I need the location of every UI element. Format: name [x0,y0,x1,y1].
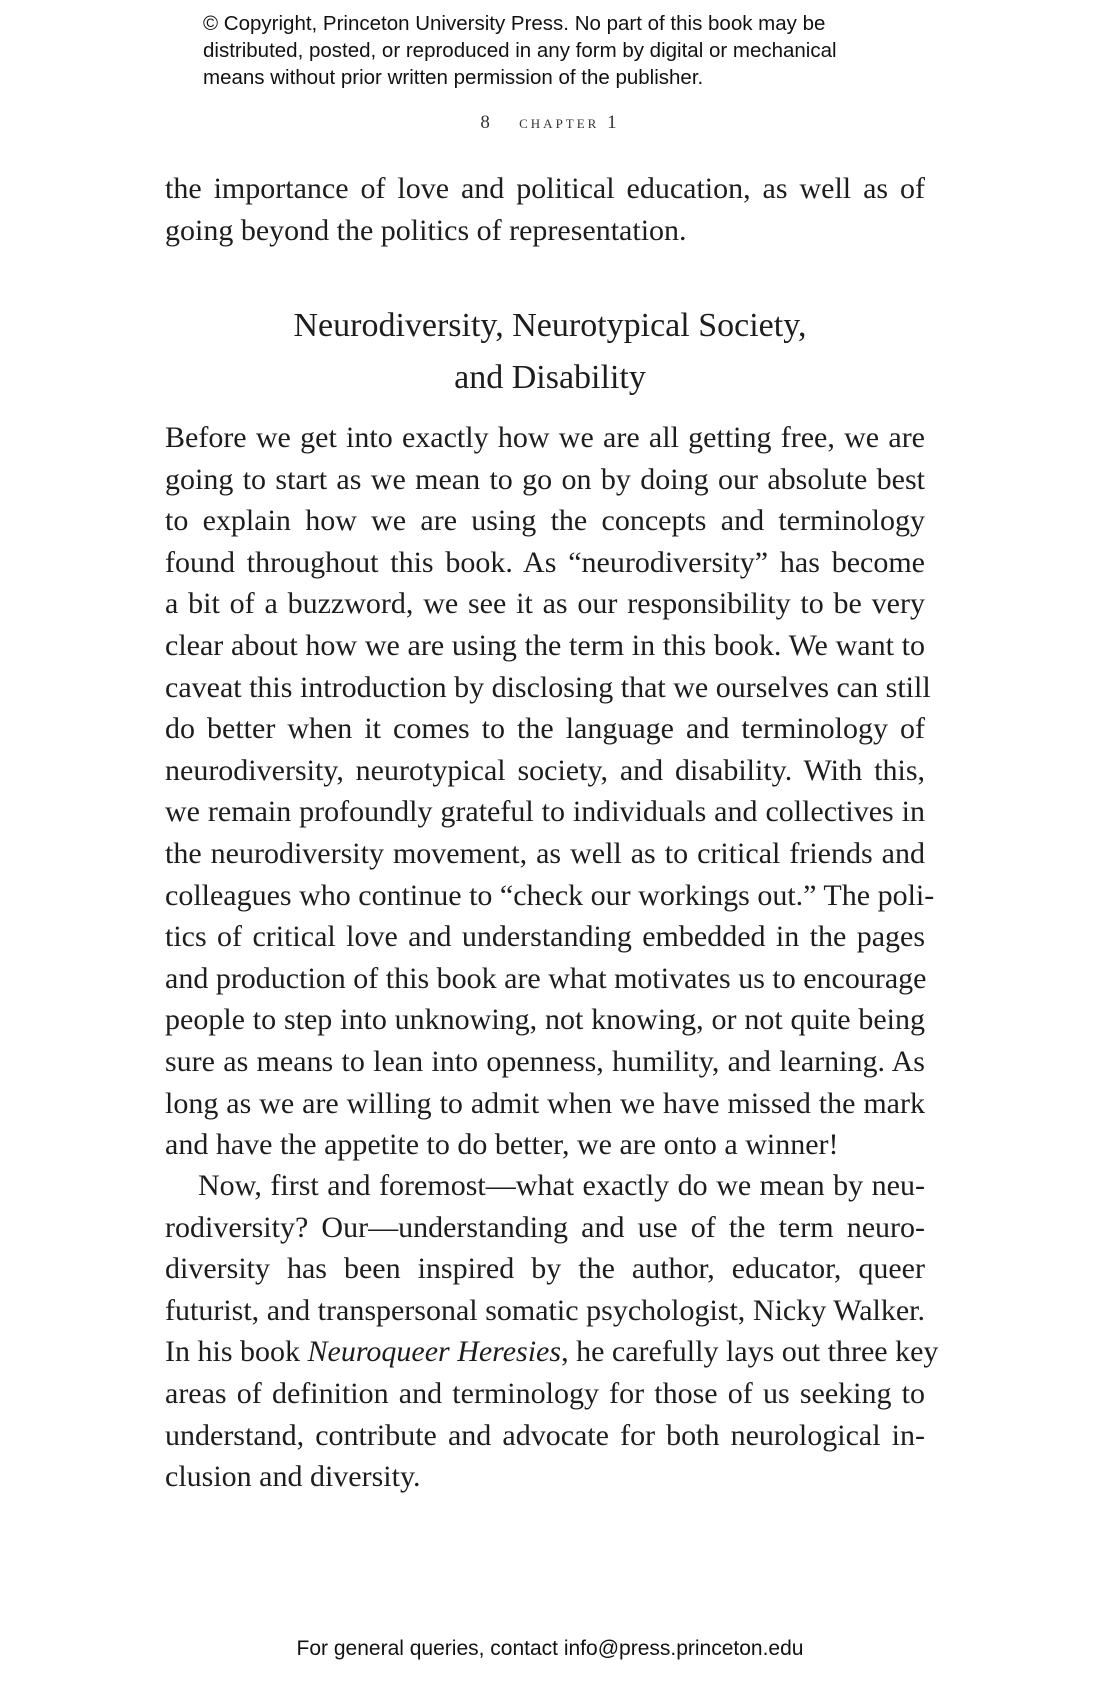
text-line: going beyond the politics of representation. [165,213,687,247]
text-line: caveat this introduction by disclosing that we ourselves can still [165,670,931,704]
text-line: a bit of a buzzword, we see it as our responsibility to be very [165,587,925,621]
text-line: to explain how we are using the concepts and terminology [165,504,925,538]
text-line: Before we get into exactly how we are all getting free, we are [165,421,925,454]
text-line: the importance of love and political education, as well as of [165,172,925,205]
text-line: areas of definition and terminology for those of us seeking to [165,1376,925,1410]
text-line: rodiversity? Our—understanding and use of the term neuro- [165,1210,925,1244]
text-line: do better when it comes to the language and terminology of [165,712,925,746]
text-line: colleagues who continue to “check our workings out.” The poli- [165,878,935,912]
text-line: clear about how we are using the term in this book. We want to [165,628,925,662]
copyright-notice [203,10,963,91]
text-line: found throughout this book. As “neurodiversity” has become [165,545,925,579]
heading-line: and Disability [454,359,646,396]
paragraph-2 [165,1165,939,1498]
text-fragment: In his book [165,1335,308,1369]
text-line: long as we are willing to admit when we have missed the mark [165,1086,925,1120]
text-line: neurodiversity, neurotypical society, and disability. With this, [165,753,925,787]
text-line: and production of this book are what motivates us to encourage [165,961,927,995]
intro-text [165,168,925,251]
text-line: understand, contribute and advocate for both neurological in- [165,1418,925,1452]
text-line: people to step into unknowing, not knowing, or not quite being [165,1003,925,1037]
text-line: diversity has been inspired by the author, educator, queer [165,1252,925,1286]
chapter-label: chapter 1 [519,112,620,133]
text-line: going to start as we mean to go on by doing our absolute best [165,462,925,496]
book-title: Neuroqueer Heresies [307,1335,562,1369]
text-line [165,1331,939,1373]
text-line: we remain profoundly grateful to individuals and collectives in [165,795,925,829]
text-fragment: , he carefully lays out three key [561,1335,939,1369]
text-line: clusion and diversity. [165,1460,421,1494]
text-line: futurist, and transpersonal somatic psychologist, Nicky Walker. [165,1293,925,1327]
text-line: sure as means to lean into openness, humility, and learning. As [165,1044,925,1078]
heading-line: Neurodiversity, Neurotypical Society, [293,307,807,344]
running-head [0,112,1100,134]
copyright-line: © Copyright, Princeton University Press. No part of this book may be [203,12,826,35]
text-line: Now, first and foremost—what exactly do we mean by neu- [198,1169,925,1202]
footer-contact: For general queries, contact info@press.princeton.edu [296,1637,804,1660]
section-heading [0,300,1100,404]
text-line: tics of critical love and understanding embedded in the pages [165,920,925,954]
copyright-line: distributed, posted, or reproduced in any form by digital or mechanical [203,39,837,62]
text-line: the neurodiversity movement, as well as to critical friends and [165,836,925,870]
copyright-line: means without prior written permission of the publisher. [203,66,704,89]
page-number: 8 [480,112,490,133]
text-line: and have the appetite to do better, we are onto a winner! [165,1128,839,1162]
paragraph-1 [165,417,935,1166]
